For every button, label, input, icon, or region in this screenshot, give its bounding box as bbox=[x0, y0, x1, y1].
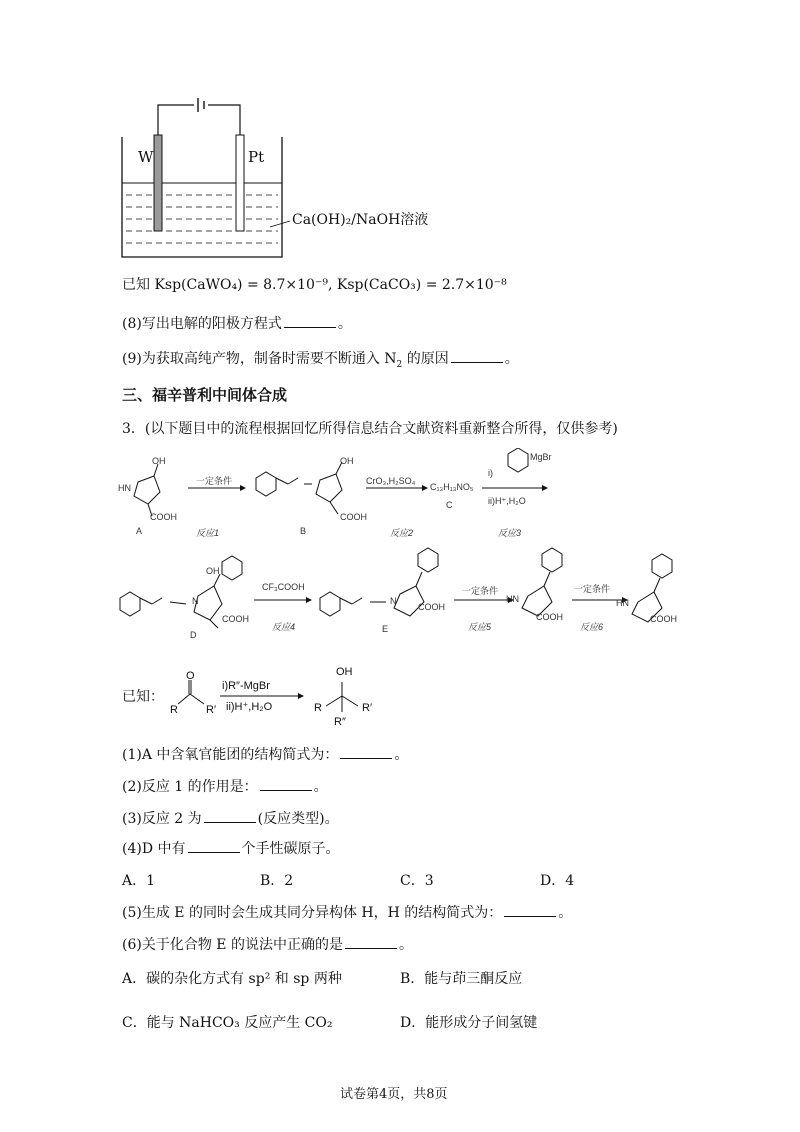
compound-b-cooh: COOH bbox=[340, 512, 367, 522]
known-prod-r1: R′ bbox=[362, 702, 373, 714]
compound-e-n: N bbox=[390, 596, 397, 606]
cond-5: 一定条件 bbox=[462, 586, 499, 596]
question-4 bbox=[122, 840, 340, 858]
step-3-i: i) bbox=[488, 468, 493, 478]
compound-d-cooh: COOH bbox=[222, 614, 249, 624]
compound-a bbox=[134, 464, 160, 516]
known-prod-r: R bbox=[314, 702, 322, 714]
question-6-option-c[interactable]: C．能与 NaHCO₃ 反应产生 CO₂ bbox=[122, 1015, 333, 1031]
rxn-2: 反应2 bbox=[390, 528, 414, 538]
electrode-left-label: W bbox=[138, 148, 154, 166]
label-e: E bbox=[382, 624, 389, 634]
answer-blank[interactable] bbox=[188, 840, 240, 853]
compound-b-oh: OH bbox=[340, 456, 354, 466]
label-d: D bbox=[190, 630, 197, 640]
known-step-ii: ii)H⁺,H₂O bbox=[226, 701, 273, 713]
compound-b bbox=[256, 462, 342, 514]
answer-blank[interactable] bbox=[340, 746, 392, 759]
compound-5-cooh: COOH bbox=[536, 612, 563, 622]
answer-blank[interactable] bbox=[345, 936, 397, 949]
question-6-option-a[interactable]: A．碳的杂化方式有 sp² 和 sp 两种 bbox=[122, 971, 342, 987]
solution-label: Ca(OH)₂/NaOH溶液 bbox=[292, 212, 429, 228]
compound-d-oh: OH bbox=[206, 566, 220, 576]
compound-a-cooh: COOH bbox=[150, 512, 177, 522]
cond-2: CrO₃,H₂SO₄ bbox=[366, 476, 416, 486]
step-3-mgbr: MgBr bbox=[530, 452, 552, 462]
electrode-right-label: Pt bbox=[248, 148, 265, 166]
cond-1: 一定条件 bbox=[196, 476, 233, 486]
question-4-option-c[interactable]: C．3 bbox=[400, 873, 434, 889]
compound-6-nh: HN bbox=[616, 598, 629, 608]
question-2-text: (2)反应 1 的作用是： bbox=[122, 779, 258, 795]
question-6-text: (6)关于化合物 E 的说法中正确的是 bbox=[122, 937, 343, 953]
question-4-option-d[interactable]: D．4 bbox=[540, 873, 575, 889]
label-c: C bbox=[446, 500, 453, 510]
known-o: O bbox=[186, 670, 195, 682]
ksp-known: 已知 Ksp(CaWO₄) = 8.7×10⁻⁹, Ksp(CaCO₃) = 2.7×10⁻⁸ bbox=[122, 277, 507, 293]
question-5: (5)生成 E 的同时会生成其同分异构体 H，H 的结构简式为： 。 bbox=[122, 905, 573, 921]
rxn-6: 反应6 bbox=[580, 622, 604, 632]
compound-e-cooh: COOH bbox=[418, 602, 445, 612]
question-4-option-a[interactable]: A．1 bbox=[122, 873, 156, 889]
electrolysis-apparatus bbox=[110, 95, 440, 265]
question-4-option-b[interactable]: B．2 bbox=[260, 873, 294, 889]
question-1-text: (1)A 中含氧官能团的结构简式为： bbox=[122, 747, 339, 763]
compound-a-nh: HN bbox=[118, 483, 131, 493]
step-3-ii: ii)H⁺,H₂O bbox=[488, 496, 526, 506]
question-5-text: (5)生成 E 的同时会生成其同分异构体 H，H 的结构简式为： bbox=[122, 905, 503, 921]
rxn-5: 反应5 bbox=[468, 622, 492, 632]
question-6-option-d[interactable]: D．能形成分子间氢键 bbox=[400, 1015, 538, 1031]
compound-d-n: N bbox=[192, 596, 199, 606]
question-8-text: (8)写出电解的阳极方程式 bbox=[122, 316, 282, 332]
rxn-1: 反应1 bbox=[196, 528, 220, 538]
question-4-text-b: 个手性碳原子。 bbox=[241, 841, 340, 857]
question-3-text-b: (反应类型)。 bbox=[257, 811, 339, 827]
question-2: (2)反应 1 的作用是： 。 bbox=[122, 779, 328, 795]
rxn-3: 反应3 bbox=[498, 528, 522, 538]
question-6-option-b[interactable]: B．能与茚三酮反应 bbox=[400, 971, 523, 987]
answer-blank[interactable] bbox=[451, 350, 503, 363]
label-b: B bbox=[300, 526, 307, 536]
question-9-text-b: 的原因 bbox=[406, 351, 449, 367]
product-c: C₁₃H₁₃NO₅ bbox=[430, 482, 474, 492]
answer-blank[interactable] bbox=[260, 778, 312, 791]
question-3 bbox=[122, 810, 339, 828]
question-9: (9)为获取高纯产物，制备时需要不断通入 $N_2$ 的原因 。 bbox=[122, 351, 519, 370]
rxn-4: 反应4 bbox=[272, 622, 296, 632]
known-prod-r2: R″ bbox=[334, 716, 346, 728]
question-4-text-a: (4)D 中有 bbox=[122, 841, 186, 857]
page-footer: 试卷第4页，共8页 bbox=[340, 1087, 448, 1102]
known-r: R bbox=[170, 704, 178, 716]
known-reaction bbox=[160, 672, 420, 722]
question-1: (1)A 中含氧官能团的结构简式为： 。 bbox=[122, 747, 409, 763]
answer-blank[interactable] bbox=[504, 904, 556, 917]
problem-intro: 3．(以下题目中的流程根据回忆所得信息结合文献资料重新整合所得，仅供参考) bbox=[122, 421, 618, 437]
answer-blank[interactable] bbox=[284, 315, 336, 328]
known-r1: R′ bbox=[206, 704, 217, 716]
question-3-text-a: (3)反应 2 为 bbox=[122, 811, 202, 827]
cond-4: CF₃COOH bbox=[262, 582, 305, 592]
known-oh: OH bbox=[336, 666, 353, 678]
known-step-i: i)R″-MgBr bbox=[222, 680, 270, 692]
compound-5-nh: HN bbox=[506, 594, 519, 604]
question-8: (8)写出电解的阳极方程式 。 bbox=[122, 316, 352, 332]
compound-6-cooh: COOH bbox=[650, 614, 677, 624]
label-a: A bbox=[136, 526, 143, 536]
section-title: 三、福辛普利中间体合成 bbox=[122, 386, 288, 404]
cond-6: 一定条件 bbox=[574, 584, 611, 594]
question-6: (6)关于化合物 E 的说法中正确的是 。 bbox=[122, 937, 413, 953]
known-label: 已知： bbox=[122, 689, 164, 705]
compound-a-oh: OH bbox=[152, 456, 166, 466]
question-9-text-a: (9)为获取高纯产物，制备时需要不断通入 N bbox=[122, 351, 397, 367]
answer-blank[interactable] bbox=[204, 810, 256, 823]
